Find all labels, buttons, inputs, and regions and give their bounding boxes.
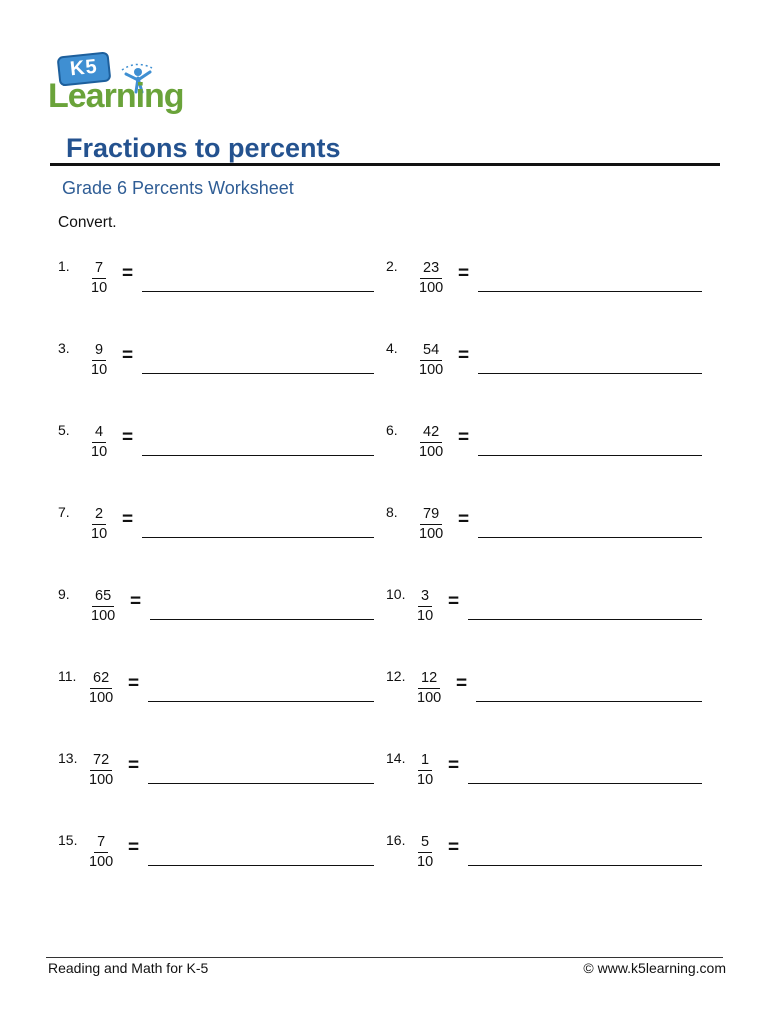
fraction-denominator: 10 [417, 854, 434, 870]
answer-line[interactable] [468, 619, 702, 620]
fraction-denominator: 100 [419, 526, 444, 542]
problem-number: 5. [58, 422, 70, 438]
fraction [416, 260, 446, 297]
problem-number: 10. [386, 586, 406, 602]
fraction-numerator: 4 [92, 424, 106, 443]
answer-line[interactable] [478, 373, 702, 374]
equals-sign: = [458, 509, 470, 530]
problem-item [386, 340, 702, 400]
problem-number: 3. [58, 340, 70, 356]
problem-number: 11. [58, 668, 77, 684]
answer-line[interactable] [142, 373, 374, 374]
fraction-denominator: 100 [89, 690, 114, 706]
equals-sign: = [122, 345, 134, 366]
problem-item [386, 668, 702, 728]
answer-line[interactable] [478, 291, 702, 292]
fraction-denominator: 100 [419, 280, 444, 296]
equals-sign: = [458, 263, 470, 284]
problem-number: 16. [386, 832, 406, 848]
problem-number: 7. [58, 504, 70, 520]
equals-sign: = [448, 755, 460, 776]
problem-item [58, 258, 374, 318]
fraction-denominator: 100 [419, 444, 444, 460]
fraction-denominator: 10 [417, 772, 434, 788]
fraction-denominator: 100 [419, 362, 444, 378]
fraction [88, 342, 110, 379]
fraction-numerator: 79 [420, 506, 442, 525]
problem-item [386, 504, 702, 564]
problem-item [58, 668, 374, 728]
fraction-numerator: 2 [92, 506, 106, 525]
fraction [88, 588, 118, 625]
problem-item [58, 586, 374, 646]
problem-item [58, 750, 374, 810]
fraction-numerator: 12 [418, 670, 440, 689]
footer-tagline: Reading and Math for K-5 [48, 960, 209, 976]
problem-number: 1. [58, 258, 70, 274]
fraction-denominator: 10 [91, 526, 108, 542]
fraction [414, 752, 436, 789]
problem-number: 6. [386, 422, 398, 438]
equals-sign: = [122, 263, 134, 284]
answer-line[interactable] [142, 455, 374, 456]
answer-line[interactable] [150, 619, 374, 620]
fraction [88, 260, 110, 297]
fraction-numerator: 62 [90, 670, 112, 689]
problem-item [386, 586, 702, 646]
problem-item [58, 832, 374, 892]
problem-number: 14. [386, 750, 406, 766]
fraction-denominator: 10 [91, 280, 108, 296]
fraction-numerator: 72 [90, 752, 112, 771]
title-divider [50, 163, 720, 166]
page-subtitle: Grade 6 Percents Worksheet [62, 178, 294, 198]
problem-item [386, 422, 702, 482]
equals-sign: = [128, 837, 140, 858]
fraction-numerator: 9 [92, 342, 106, 361]
k5-learning-logo [48, 52, 188, 114]
fraction-denominator: 100 [89, 854, 114, 870]
fraction-numerator: 5 [418, 834, 432, 853]
fraction [86, 752, 116, 789]
answer-line[interactable] [478, 537, 702, 538]
fraction-denominator: 10 [91, 444, 108, 460]
fraction [416, 424, 446, 461]
problem-number: 15. [58, 832, 78, 848]
problem-item [58, 422, 374, 482]
page-title: Fractions to percents [66, 133, 341, 163]
fraction-numerator: 23 [420, 260, 442, 279]
equals-sign: = [448, 591, 460, 612]
footer-copyright: © www.k5learning.com [583, 960, 726, 976]
fraction-denominator: 100 [417, 690, 442, 706]
fraction-numerator: 54 [420, 342, 442, 361]
fraction-denominator: 100 [89, 772, 114, 788]
fraction-denominator: 10 [91, 362, 108, 378]
problem-number: 12. [386, 668, 406, 684]
problem-number: 9. [58, 586, 70, 602]
fraction [86, 834, 116, 871]
equals-sign: = [458, 427, 470, 448]
answer-line[interactable] [148, 701, 374, 702]
fraction-numerator: 7 [92, 260, 106, 279]
answer-line[interactable] [148, 783, 374, 784]
answer-line[interactable] [476, 701, 702, 702]
fraction-denominator: 10 [417, 608, 434, 624]
fraction [414, 834, 436, 871]
equals-sign: = [130, 591, 142, 612]
fraction [86, 670, 116, 707]
answer-line[interactable] [468, 783, 702, 784]
fraction-numerator: 7 [94, 834, 108, 853]
fraction [88, 424, 110, 461]
fraction-numerator: 1 [418, 752, 432, 771]
problem-item [386, 832, 702, 892]
fraction [88, 506, 110, 543]
fraction-numerator: 65 [92, 588, 114, 607]
problem-number: 2. [386, 258, 398, 274]
problem-item [386, 258, 702, 318]
logo-wordmark: Learning [48, 77, 184, 115]
equals-sign: = [122, 427, 134, 448]
fraction [416, 342, 446, 379]
problem-number: 13. [58, 750, 78, 766]
fraction [414, 670, 444, 707]
answer-line[interactable] [142, 537, 374, 538]
answer-line[interactable] [142, 291, 374, 292]
equals-sign: = [128, 755, 140, 776]
fraction [414, 588, 436, 625]
fraction [416, 506, 446, 543]
footer-divider [46, 957, 723, 958]
fraction-numerator: 3 [418, 588, 432, 607]
instruction-text: Convert. [58, 214, 117, 231]
equals-sign: = [456, 673, 468, 694]
fraction-denominator: 100 [91, 608, 116, 624]
problem-number: 4. [386, 340, 398, 356]
equals-sign: = [448, 837, 460, 858]
answer-line[interactable] [148, 865, 374, 866]
equals-sign: = [128, 673, 140, 694]
problem-item [386, 750, 702, 810]
answer-line[interactable] [478, 455, 702, 456]
problem-item [58, 340, 374, 400]
equals-sign: = [458, 345, 470, 366]
equals-sign: = [122, 509, 134, 530]
answer-line[interactable] [468, 865, 702, 866]
problem-item [58, 504, 374, 564]
problem-number: 8. [386, 504, 398, 520]
fraction-numerator: 42 [420, 424, 442, 443]
logo-k5-badge: K5 [57, 51, 112, 86]
